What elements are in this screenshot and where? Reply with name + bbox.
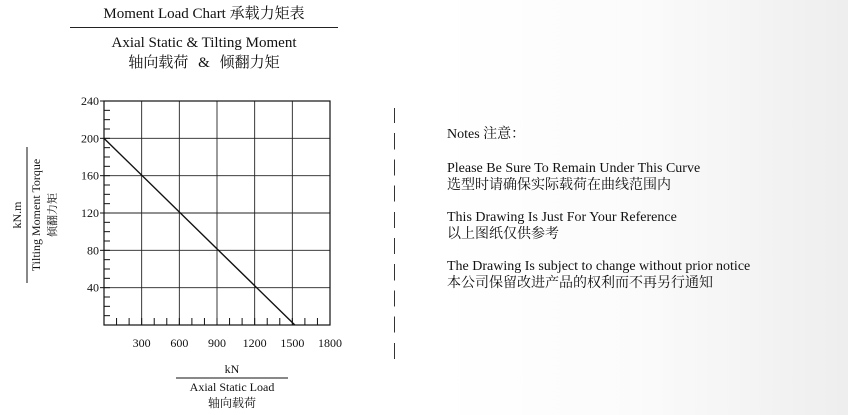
y-tick-label: 120 <box>81 206 99 220</box>
y-tick-label: 160 <box>81 168 99 183</box>
y-axis-label-cn: 倾翻力矩 <box>47 193 59 237</box>
x-axis-unit: kN <box>224 362 240 376</box>
note-text-en: The Drawing Is subject to change without prior notice <box>447 259 751 274</box>
moment-load-chart <box>0 0 400 415</box>
notes-heading: Notes 注意： <box>447 127 526 142</box>
chart-subtitle-cn: 轴向载荷 & 倾翻力矩 <box>128 55 280 71</box>
note-item <box>447 258 750 292</box>
x-tick-label: 600 <box>170 336 189 350</box>
note-text-cn: 以上图纸仅供参考 <box>447 227 559 242</box>
x-axis-label-cn: 轴向载荷 <box>207 396 257 410</box>
y-tick-label: 200 <box>81 131 99 146</box>
note-text-en: Please Be Sure To Remain Under This Curve <box>447 161 701 176</box>
x-tick-label: 1200 <box>242 336 267 350</box>
x-tick-label: 1800 <box>318 336 342 350</box>
chart-subtitle-en: Axial Static & Tilting Moment <box>111 35 297 51</box>
x-tick-label: 300 <box>132 336 151 350</box>
note-text-cn: 选型时请确保实际载荷在曲线范围内 <box>447 178 671 193</box>
x-tick-label: 1500 <box>280 336 305 350</box>
x-tick-label: 900 <box>208 336 226 350</box>
note-text-cn: 本公司保留改进产品的权利而不再另行通知 <box>447 276 713 291</box>
section-divider <box>394 108 395 368</box>
y-axis-label: Tilting Moment Torque <box>29 158 43 272</box>
limit-curve <box>104 138 295 325</box>
chart-title: Moment Load Chart 承载力矩表 <box>70 4 338 28</box>
y-axis-unit: kN.m <box>10 201 24 229</box>
x-axis-label: Axial Static Load <box>189 380 275 394</box>
y-tick-label: 40 <box>87 280 99 295</box>
note-item <box>447 209 750 243</box>
note-text-en: This Drawing Is Just For Your Reference <box>447 210 677 225</box>
notes-panel <box>447 126 750 307</box>
y-tick-label: 80 <box>87 243 99 258</box>
y-axis-label-group <box>10 147 59 283</box>
y-tick-label: 240 <box>81 94 99 108</box>
note-item <box>447 160 750 194</box>
